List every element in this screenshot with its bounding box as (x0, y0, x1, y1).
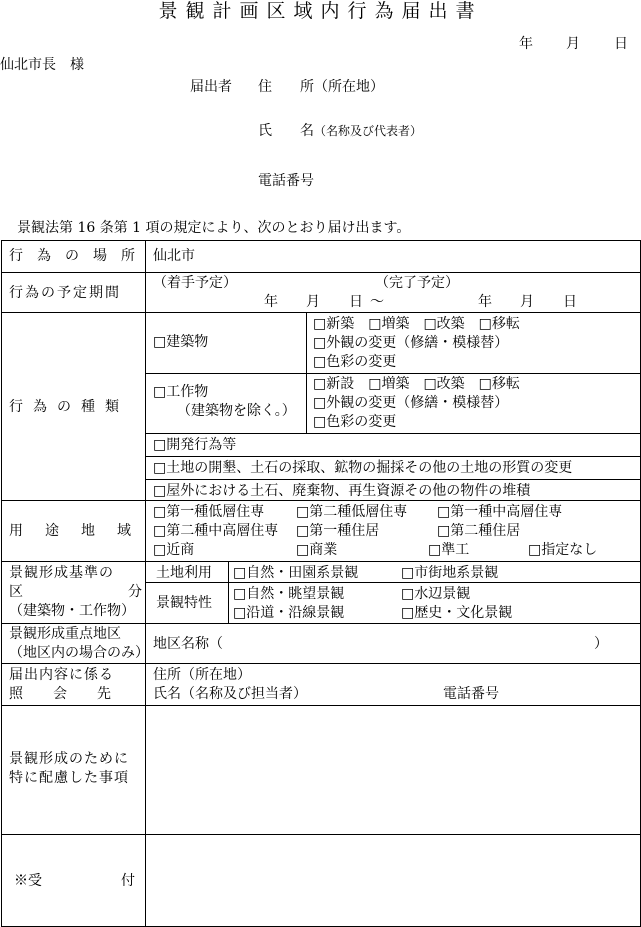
kind-outdoor[interactable]: □屋外における土石、廃棄物、再生資源その他の物件の堆積 (153, 483, 531, 499)
consideration-label1: 景観形成のために (9, 751, 129, 767)
statement: 景観法第 16 条第 1 項の規定により、次のとおり届け出ます。 (17, 220, 411, 236)
zoning-label: 用途地域 (9, 523, 153, 539)
receipt-area (146, 835, 640, 926)
name-note: （名称及び代表者） (314, 124, 423, 138)
zoning-r2c[interactable]: □第二種住居 (437, 523, 521, 539)
period-tilde: ～ (370, 294, 384, 310)
period-end-label: （完了予定） (375, 275, 459, 291)
landscape-std-label3: （建築物・工作物） (9, 603, 135, 619)
zoning-r2a[interactable]: □第二種中高層住専 (153, 523, 279, 539)
page-title: 景観計画区域内行為届出書 (158, 0, 483, 22)
zoning-r3a[interactable]: □近商 (153, 542, 195, 558)
zoning-r3c[interactable]: □準工 (428, 542, 470, 558)
phone-label: 電話番号 (258, 173, 314, 189)
kind-building-opts2[interactable]: □外観の変更（修繕・模様替） (313, 335, 509, 351)
period-end-year: 年 (478, 294, 492, 310)
landscape-std-label2a: 区 (9, 584, 23, 600)
kind-structure-opts3[interactable]: □色彩の変更 (313, 414, 397, 430)
contact-label1: 届出内容に係る (9, 667, 114, 683)
addressee: 仙北市長 様 (0, 57, 84, 73)
period-start-month: 月 (306, 294, 320, 310)
feature-label: 景観特性 (156, 595, 212, 611)
consideration-label2: 特に配慮した事項 (9, 770, 129, 786)
date-month-label: 月 (566, 36, 580, 52)
zoning-r1c[interactable]: □第一種中高層住専 (437, 504, 563, 520)
name-label (258, 124, 422, 138)
landscape-std-label1: 景観形成基準の (9, 565, 114, 581)
feature-opt2[interactable]: □水辺景観 (401, 586, 471, 602)
feature-opt3[interactable]: □沿道・沿線景観 (233, 605, 345, 621)
name-label-text: 氏 名 (258, 123, 314, 139)
kind-structure-opts2[interactable]: □外観の変更（修繕・模様替） (313, 395, 509, 411)
period-label: 行為の予定期間 (9, 285, 121, 301)
key-district-close: ） (594, 636, 608, 652)
kind-building[interactable]: □建築物 (153, 334, 209, 350)
kind-building-opts3[interactable]: □色彩の変更 (313, 354, 397, 370)
key-district-label1: 景観形成重点地区 (9, 626, 121, 642)
consideration-input-area[interactable] (146, 706, 640, 834)
kind-development[interactable]: □開発行為等 (153, 437, 237, 453)
period-start-label: （着手予定） (153, 275, 237, 291)
land-use-opt1[interactable]: □自然・田園系景観 (233, 565, 359, 581)
zoning-r3d[interactable]: □指定なし (528, 542, 598, 558)
key-district-name[interactable]: 地区名称（ (153, 636, 223, 652)
period-end-month: 月 (520, 294, 534, 310)
place-label-char: の (65, 248, 79, 264)
zoning-r1a[interactable]: □第一種低層住専 (153, 504, 265, 520)
feature-opt1[interactable]: □自然・眺望景観 (233, 586, 345, 602)
contact-name[interactable]: 氏名（名称及び担当者） (153, 686, 307, 702)
place-label (9, 249, 135, 263)
contact-address[interactable]: 住所（所在地） (153, 667, 251, 683)
zoning-r3b[interactable]: □商業 (296, 542, 338, 558)
feature-opt4[interactable]: □歴史・文化景観 (401, 605, 513, 621)
notifier-label: 届出者 (190, 79, 232, 95)
address-label: 住 所（所在地） (258, 79, 384, 95)
key-district-label2: （地区内の場合のみ） (9, 645, 149, 661)
place-label-char: 所 (121, 248, 135, 264)
kind-structure-note: （建築物を除く。） (177, 403, 296, 419)
zoning-r1b[interactable]: □第二種低層住専 (296, 504, 408, 520)
kind-structure[interactable]: □工作物 (153, 384, 209, 400)
kind-label: 行為の種類 (9, 399, 129, 415)
kind-land[interactable]: □土地の開墾、土石の採取、鉱物の掘採その他の土地の形質の変更 (153, 460, 573, 476)
landscape-std-label2b: 分 (128, 584, 142, 600)
place-label-char: 場 (93, 248, 107, 264)
receipt-label-a: ※受 (14, 873, 42, 889)
contact-label2: 照会先 (9, 686, 141, 702)
period-start-day: 日 (349, 294, 363, 310)
kind-building-opts1[interactable]: □新築 □増築 □改築 □移転 (313, 316, 520, 332)
date-day-label: 日 (614, 36, 628, 52)
land-use-label: 土地利用 (156, 565, 212, 581)
place-label-char: 行 (9, 248, 23, 264)
contact-phone[interactable]: 電話番号 (443, 686, 499, 702)
land-use-opt2[interactable]: □市街地系景観 (401, 565, 499, 581)
period-end-day: 日 (563, 294, 577, 310)
place-value: 仙北市 (153, 248, 195, 264)
zoning-r2b[interactable]: □第一種住居 (296, 523, 380, 539)
date-year-label: 年 (519, 36, 533, 52)
kind-structure-opts1[interactable]: □新設 □増築 □改築 □移転 (313, 376, 520, 392)
place-label-char: 為 (37, 248, 51, 264)
period-start-year: 年 (264, 294, 278, 310)
receipt-label-b: 付 (121, 873, 135, 889)
